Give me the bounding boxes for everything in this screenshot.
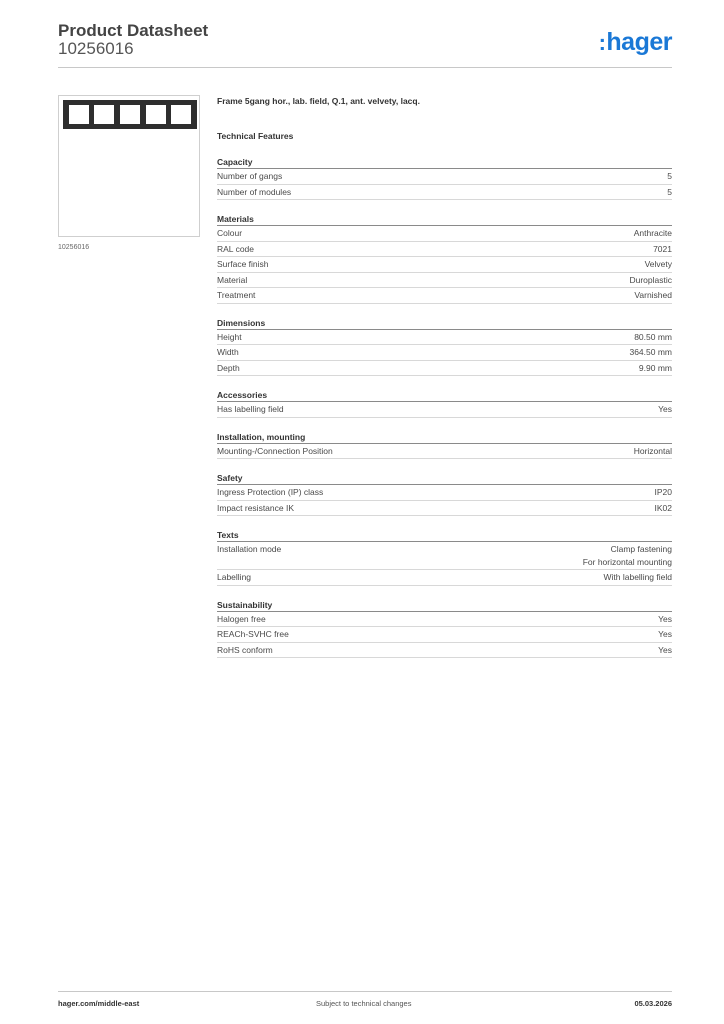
- datasheet-content: [217, 95, 672, 658]
- spec-row: [217, 169, 672, 185]
- spec-value: [634, 331, 672, 344]
- spec-section: [217, 156, 672, 200]
- spec-row: [217, 643, 672, 659]
- spec-value: [658, 644, 672, 657]
- spec-label: RAL code: [217, 243, 255, 254]
- spec-value: [658, 403, 672, 416]
- spec-value-line: 9.90 mm: [638, 362, 672, 373]
- spec-row: [217, 485, 672, 501]
- spec-value-line: Yes: [658, 613, 672, 624]
- spec-value-line: IK02: [654, 502, 672, 513]
- spec-section: [217, 389, 672, 418]
- spec-value: [639, 362, 672, 375]
- spec-section: [217, 529, 672, 586]
- spec-value-line: 5: [667, 186, 672, 197]
- spec-value-line: Yes: [658, 404, 672, 414]
- spec-value-line: Varnished: [634, 290, 672, 300]
- spec-label: Installation mode: [217, 544, 282, 554]
- section-title: Materials: [217, 213, 672, 226]
- footer-date: 05.03.2026: [634, 999, 672, 1008]
- spec-label: Labelling: [217, 572, 252, 582]
- spec-row: [217, 288, 672, 304]
- spec-value: [634, 227, 672, 240]
- section-title: Dimensions: [217, 317, 672, 330]
- spec-value-line: For horizontal mounting: [582, 556, 672, 567]
- spec-label: Impact resistance IK: [217, 502, 295, 513]
- spec-row: [217, 361, 672, 377]
- spec-label: Halogen free: [217, 613, 266, 624]
- product-description: Frame 5gang hor., lab. field, Q.1, ant. velvety, lacq.: [217, 96, 420, 106]
- hager-logo: :hager: [598, 28, 672, 56]
- spec-label: Material: [217, 274, 248, 285]
- spec-value: [655, 502, 673, 515]
- spec-section: [217, 599, 672, 659]
- spec-value: [645, 258, 672, 271]
- spec-row: [217, 627, 672, 643]
- page-title: Product Datasheet: [58, 21, 209, 40]
- spec-label: RoHS conform: [217, 644, 273, 655]
- spec-value-line: 364.50 mm: [629, 347, 672, 357]
- spec-label: Ingress Protection (IP) class: [217, 487, 324, 497]
- spec-row: [217, 273, 672, 289]
- spec-value: [655, 486, 673, 499]
- spec-value: [634, 445, 672, 458]
- spec-row: [217, 501, 672, 517]
- spec-value: [653, 243, 672, 256]
- section-title: Safety: [217, 472, 672, 485]
- header-divider: [58, 67, 672, 68]
- spec-label: REACh-SVHC free: [217, 629, 289, 639]
- product-code: 10256016: [58, 39, 134, 58]
- spec-value: [629, 346, 672, 359]
- technical-features-heading: Technical Features: [217, 131, 294, 141]
- spec-value: [629, 274, 672, 287]
- spec-label: Height: [217, 331, 242, 342]
- spec-section: [217, 431, 672, 460]
- spec-label: Number of modules: [217, 186, 292, 197]
- frame-5gang-illustration: [63, 100, 197, 129]
- spec-row: [217, 542, 672, 570]
- spec-value-line: With labelling field: [603, 572, 672, 582]
- spec-section: [217, 472, 672, 516]
- spec-value-line: Yes: [658, 644, 672, 655]
- section-title: Texts: [217, 529, 672, 542]
- spec-row: [217, 402, 672, 418]
- spec-section: [217, 213, 672, 304]
- product-image: [58, 95, 200, 237]
- spec-value-line: Yes: [658, 629, 672, 639]
- spec-label: Number of gangs: [217, 171, 283, 181]
- spec-row: [217, 330, 672, 346]
- spec-label: Colour: [217, 228, 243, 238]
- spec-value-line: Clamp fastening: [610, 544, 672, 554]
- spec-label: Depth: [217, 362, 240, 373]
- section-title: Sustainability: [217, 599, 672, 612]
- spec-value-line: Duroplastic: [629, 274, 672, 285]
- spec-sections: [217, 156, 672, 658]
- footer-notice: Subject to technical changes: [316, 999, 412, 1008]
- footer-divider: [58, 991, 672, 992]
- spec-value: [667, 186, 672, 199]
- spec-value-line: Velvety: [644, 259, 672, 269]
- spec-value-line: 5: [667, 171, 672, 181]
- section-title: Installation, mounting: [217, 431, 672, 444]
- spec-row: [217, 570, 672, 586]
- spec-value-line: Anthracite: [633, 228, 672, 238]
- section-title: Accessories: [217, 389, 672, 402]
- spec-row: [217, 345, 672, 361]
- section-title: Capacity: [217, 156, 672, 169]
- footer-website: hager.com/middle-east: [58, 999, 140, 1008]
- spec-value-line: IP20: [654, 487, 672, 497]
- spec-label: Has labelling field: [217, 404, 284, 414]
- spec-row: [217, 257, 672, 273]
- spec-value: [634, 289, 672, 302]
- spec-value: [658, 613, 672, 626]
- spec-value-line: Horizontal: [633, 445, 672, 456]
- spec-value-line: 7021: [653, 243, 672, 254]
- spec-value: [658, 628, 672, 641]
- spec-row: [217, 226, 672, 242]
- logo-text: hager: [606, 28, 672, 56]
- image-caption: 10256016: [58, 244, 90, 251]
- spec-label: Width: [217, 347, 239, 357]
- spec-value-line: 80.50 mm: [634, 331, 672, 342]
- spec-row: [217, 242, 672, 258]
- spec-section: [217, 317, 672, 377]
- spec-value: [583, 543, 672, 568]
- spec-value: [667, 170, 672, 183]
- spec-label: Surface finish: [217, 259, 269, 269]
- spec-row: [217, 612, 672, 628]
- spec-label: Mounting-/Connection Position: [217, 445, 333, 456]
- spec-row: [217, 185, 672, 201]
- spec-row: [217, 444, 672, 460]
- spec-label: Treatment: [217, 290, 256, 300]
- spec-value: [603, 571, 672, 584]
